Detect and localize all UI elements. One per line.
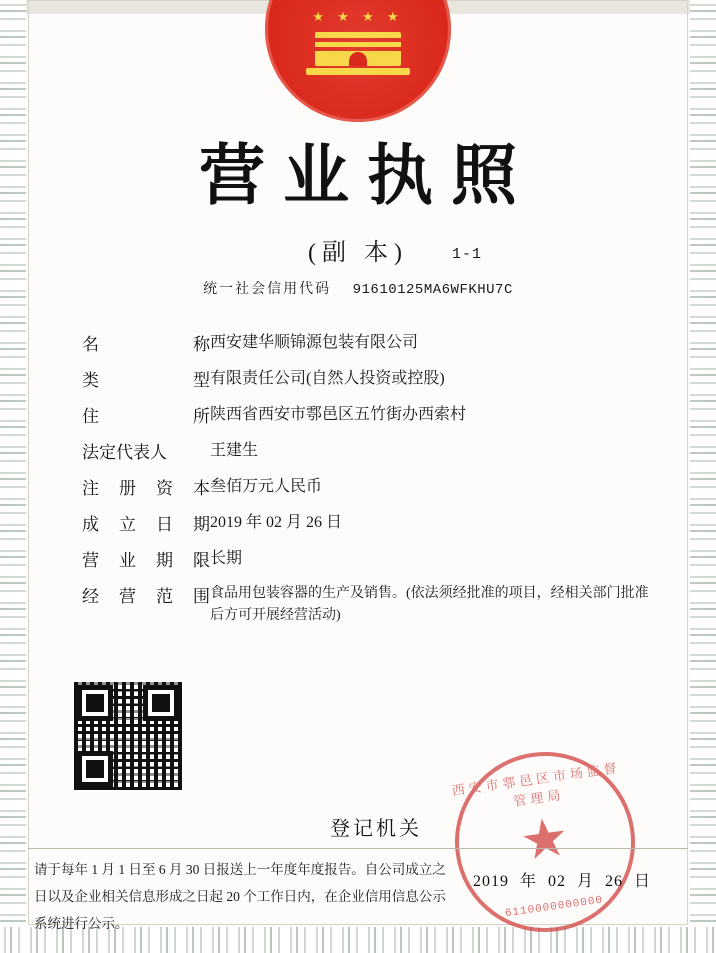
field-label-company-type	[82, 366, 210, 391]
label-char: 型	[193, 371, 210, 390]
issue-date	[470, 868, 654, 891]
field-label-business-scope	[82, 582, 210, 607]
field-establishment-date	[82, 510, 660, 535]
label-char: 经	[82, 587, 99, 606]
label-char: 资	[156, 479, 173, 498]
field-label-company-address	[82, 402, 210, 427]
label-char: 营	[82, 551, 99, 570]
seal-star-icon: ★	[516, 806, 573, 873]
issue-month: 02	[548, 873, 567, 890]
field-value-registered-capital: 叁佰万元人民币	[210, 478, 323, 495]
field-value-company-name: 西安建华顺锦源包装有限公司	[210, 334, 419, 351]
issue-year-unit: 年	[520, 873, 538, 890]
label-char: 册	[119, 479, 136, 498]
serial-number: 1-1	[452, 246, 483, 263]
field-value-business-term: 长期	[210, 550, 243, 567]
credit-code-label: 统一社会信用代码	[203, 282, 332, 297]
field-label-registered-capital	[82, 474, 210, 499]
issue-day: 26	[605, 873, 624, 890]
label-char: 范	[156, 587, 173, 606]
field-company-type	[82, 366, 660, 391]
field-label-establishment-date	[82, 510, 210, 535]
seal-top-text: 西安市鄠邑区市场监督管理局	[450, 759, 622, 809]
field-company-address	[82, 402, 660, 427]
document-subtitle: (副 本)	[308, 240, 408, 266]
notice-divider	[28, 848, 688, 849]
label-char: 成	[82, 515, 99, 534]
label-char: 日	[156, 515, 173, 534]
field-business-term	[82, 546, 660, 571]
document-title: 营业执照	[199, 136, 535, 214]
label-char: 名	[82, 335, 99, 354]
credit-code-value: 91610125MA6WFKHU7C	[352, 282, 513, 298]
label-char: 称	[193, 335, 210, 354]
field-label-business-term	[82, 546, 210, 571]
label-char: 立	[119, 515, 136, 534]
label-char: 本	[193, 479, 210, 498]
label-char: 期	[156, 551, 173, 570]
qr-finder-top-right	[143, 685, 179, 721]
seal-bottom-text: 6110000000000	[504, 894, 604, 921]
qr-code-icon	[72, 680, 184, 792]
field-value-company-type: 有限责任公司(自然人投资或控股)	[210, 370, 445, 387]
qr-finder-bottom-left	[77, 751, 113, 787]
label-char: 类	[82, 371, 99, 390]
field-value-establishment-date: 2019 年 02 月 26 日	[210, 514, 343, 531]
issue-year: 2019	[473, 873, 509, 890]
emblem-base	[306, 68, 410, 75]
label-char: 所	[193, 407, 210, 426]
label-char: 围	[193, 587, 210, 606]
issue-month-unit: 月	[577, 873, 595, 890]
credit-code-line	[0, 278, 716, 298]
field-label-legal-representative: 法定代表人	[82, 443, 167, 462]
field-value-company-address: 陕西省西安市鄠邑区五竹街办西索村	[210, 406, 467, 423]
field-value-business-scope: 食品用包装容器的生产及销售。(依法须经批准的项目，经相关部门批准后方可开展经营活动)	[210, 586, 649, 624]
label-char: 业	[119, 551, 136, 570]
qr-finder-top-left	[77, 685, 113, 721]
registry-authority-label: 登记机关	[330, 818, 422, 840]
emblem-stars: ★ ★ ★ ★	[312, 9, 404, 24]
emblem-gate	[315, 32, 401, 66]
label-char: 限	[193, 551, 210, 570]
label-char: 住	[82, 407, 99, 426]
field-label-company-name	[82, 330, 210, 355]
label-char: 营	[119, 587, 136, 606]
field-legal-representative	[82, 438, 660, 463]
field-value-legal-representative: 王建生	[210, 442, 259, 459]
field-list	[82, 330, 660, 639]
issue-day-unit: 日	[634, 873, 652, 890]
label-char: 注	[82, 479, 99, 498]
label-char: 期	[193, 515, 210, 534]
field-company-name	[82, 330, 660, 355]
field-registered-capital	[82, 474, 660, 499]
annual-report-notice: 请于每年 1 月 1 日至 6 月 30 日报送上一年度年度报告。自公司成立之日以及企业相关信息形成之日起 20 个工作日内，在企业信用信息公示系统进行公示。	[34, 862, 446, 931]
field-business-scope	[82, 582, 660, 628]
